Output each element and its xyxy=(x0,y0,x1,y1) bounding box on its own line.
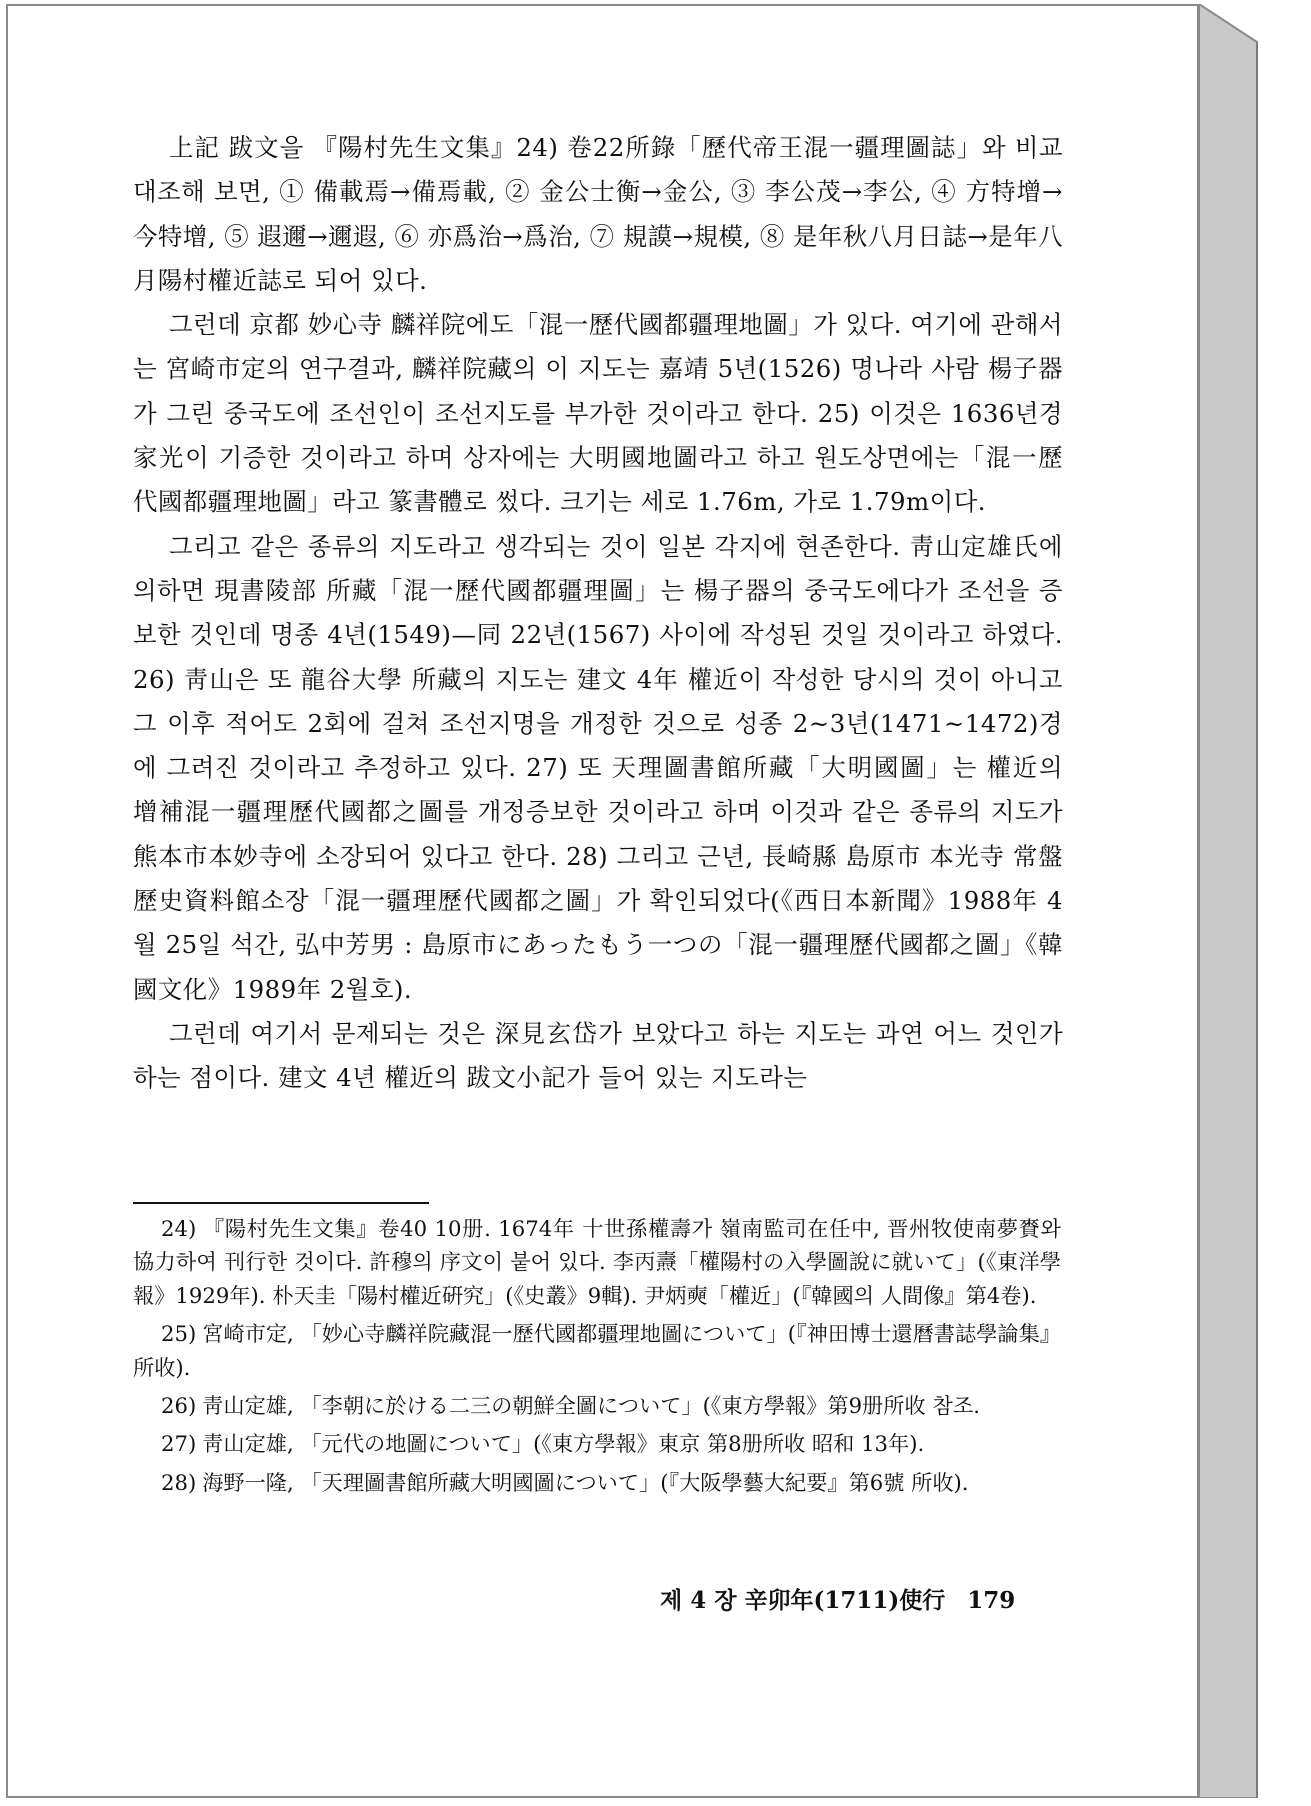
page-edge-stack xyxy=(1199,4,1274,1798)
footnotes xyxy=(133,1212,1061,1504)
body-paragraph-3: 그리고 같은 종류의 지도라고 생각되는 것이 일본 각지에 현존한다. 靑山定雄氏에 의하면 現書陵部 所藏「混一歷代國都疆理圖」는 楊子器의 중국도에다가 조선을 증보한 것인데 명종 4년(1549)—同 22년(1567) 사이에 작성된 것일 것이라고 하였다. 26) 靑山은 또 龍谷大學 所藏의 지도는 建文 4年 權近이 작성한 당시의 것이 아니고 그 이후 적어도 2회에 걸쳐 조선지명을 개정한 것으로 성종 2~3년(1471~1472)경에 그려진 것이라고 추정하고 있다. 27) 또 天理圖書館所藏「大明國圖」는 權近의 增補混一疆理歷代國都之圖를 개정증보한 것이라고 하며 이것과 같은 종류의 지도가 熊本市本妙寺에 소장되어 있다고 한다. 28) 그리고 근년, 長崎縣 島原市 本光寺 常盤歷史資料館소장「混一疆理歷代國都之圖」가 확인되었다(《西日本新聞》1988年 4월 25일 석간, 弘中芳男 : 島原市にあったもう一つの「混一疆理歷代國都之圖」《韓國文化》1989年 2월호). xyxy=(133,531,1063,1004)
footnote-number: 24) xyxy=(161,1216,197,1241)
footnote-28 xyxy=(133,1466,1061,1499)
body-paragraph-4: 그런데 여기서 문제되는 것은 深見玄岱가 보았다고 하는 지도는 과연 어느 것인가 하는 점이다. 建文 4년 權近의 跋文小記가 들어 있는 지도라는 xyxy=(133,1018,1063,1093)
footnote-25 xyxy=(133,1317,1061,1384)
footnote-divider xyxy=(133,1202,429,1204)
footnote-number: 25) xyxy=(161,1321,197,1347)
footnote-number: 26) xyxy=(161,1393,197,1419)
page-number: 179 xyxy=(967,1587,1016,1614)
footnote-text: 宮崎市定, 「妙心寺麟祥院藏混一歷代國都疆理地圖について」(『神田博士還曆書誌學論集』所收). xyxy=(133,1321,1061,1380)
body-text xyxy=(133,126,1063,1101)
footnote-text: 靑山定雄, 「李朝に於ける二三の朝鮮全圖について」(《東方學報》第9册所收 참조. xyxy=(202,1393,981,1419)
footnote-text: 靑山定雄, 「元代の地圖について」(《東方學報》東京 第8册所收 昭和 13年). xyxy=(202,1431,925,1457)
footnote-number: 27) xyxy=(161,1431,197,1457)
footnote-26 xyxy=(133,1389,1061,1422)
footnote-number: 28) xyxy=(161,1469,197,1495)
chapter-title: 제 4 장 辛卯年(1711)使行 xyxy=(660,1587,946,1614)
body-paragraph-2: 그런데 京都 妙心寺 麟祥院에도「混一歷代國都疆理地圖」가 있다. 여기에 관해서는 宮崎市定의 연구결과, 麟祥院藏의 이 지도는 嘉靖 5년(1526) 명나라 사람 楊子器가 그린 중국도에 조선인이 조선지도를 부가한 것이라고 한다. 25) 이것은 1636년경 家光이 기증한 것이라고 하며 상자에는 大明國地圖라고 하고 원도상면에는「混一歷代國都疆理地圖」라고 篆書體로 썼다. 크기는 세로 1.76m, 가로 1.79m이다. xyxy=(133,310,1063,517)
footnote-text: 『陽村先生文集』卷40 10册. 1674年 十世孫權壽가 嶺南監司在任中, 晋州牧使南夢賚와 協力하여 刊行한 것이다. 許穆의 序文이 붙어 있다. 李丙燾「權陽村の入學圖說に就いて」(《東洋學報》1929年). 朴天圭「陽村權近硏究」(《史叢》9輯). 尹炳奭「權近」(『韓國의 人間像』第4卷). xyxy=(133,1216,1061,1308)
footnote-27 xyxy=(133,1427,1061,1460)
page-edge-graphic xyxy=(1199,4,1274,1798)
footnote-24 xyxy=(133,1212,1061,1312)
running-footer xyxy=(660,1582,1060,1615)
footnote-text: 海野一隆, 「天理圖書館所藏大明國圖について」(『大阪學藝大紀要』第6號 所收). xyxy=(202,1469,969,1495)
body-paragraph-1: 上記 跋文을 『陽村先生文集』24) 卷22所錄「歷代帝王混一疆理圖誌」와 비교 대조해 보면, ① 備載焉→備焉載, ② 金公士衡→金公, ③ 李公茂→李公, ④ 方特增→今特增, ⑤ 遐邇→邇遐, ⑥ 亦爲治→爲治, ⑦ 規謨→規模, ⑧ 是年秋八月日誌→是年八月陽村權近誌로 되어 있다. xyxy=(133,133,1063,295)
